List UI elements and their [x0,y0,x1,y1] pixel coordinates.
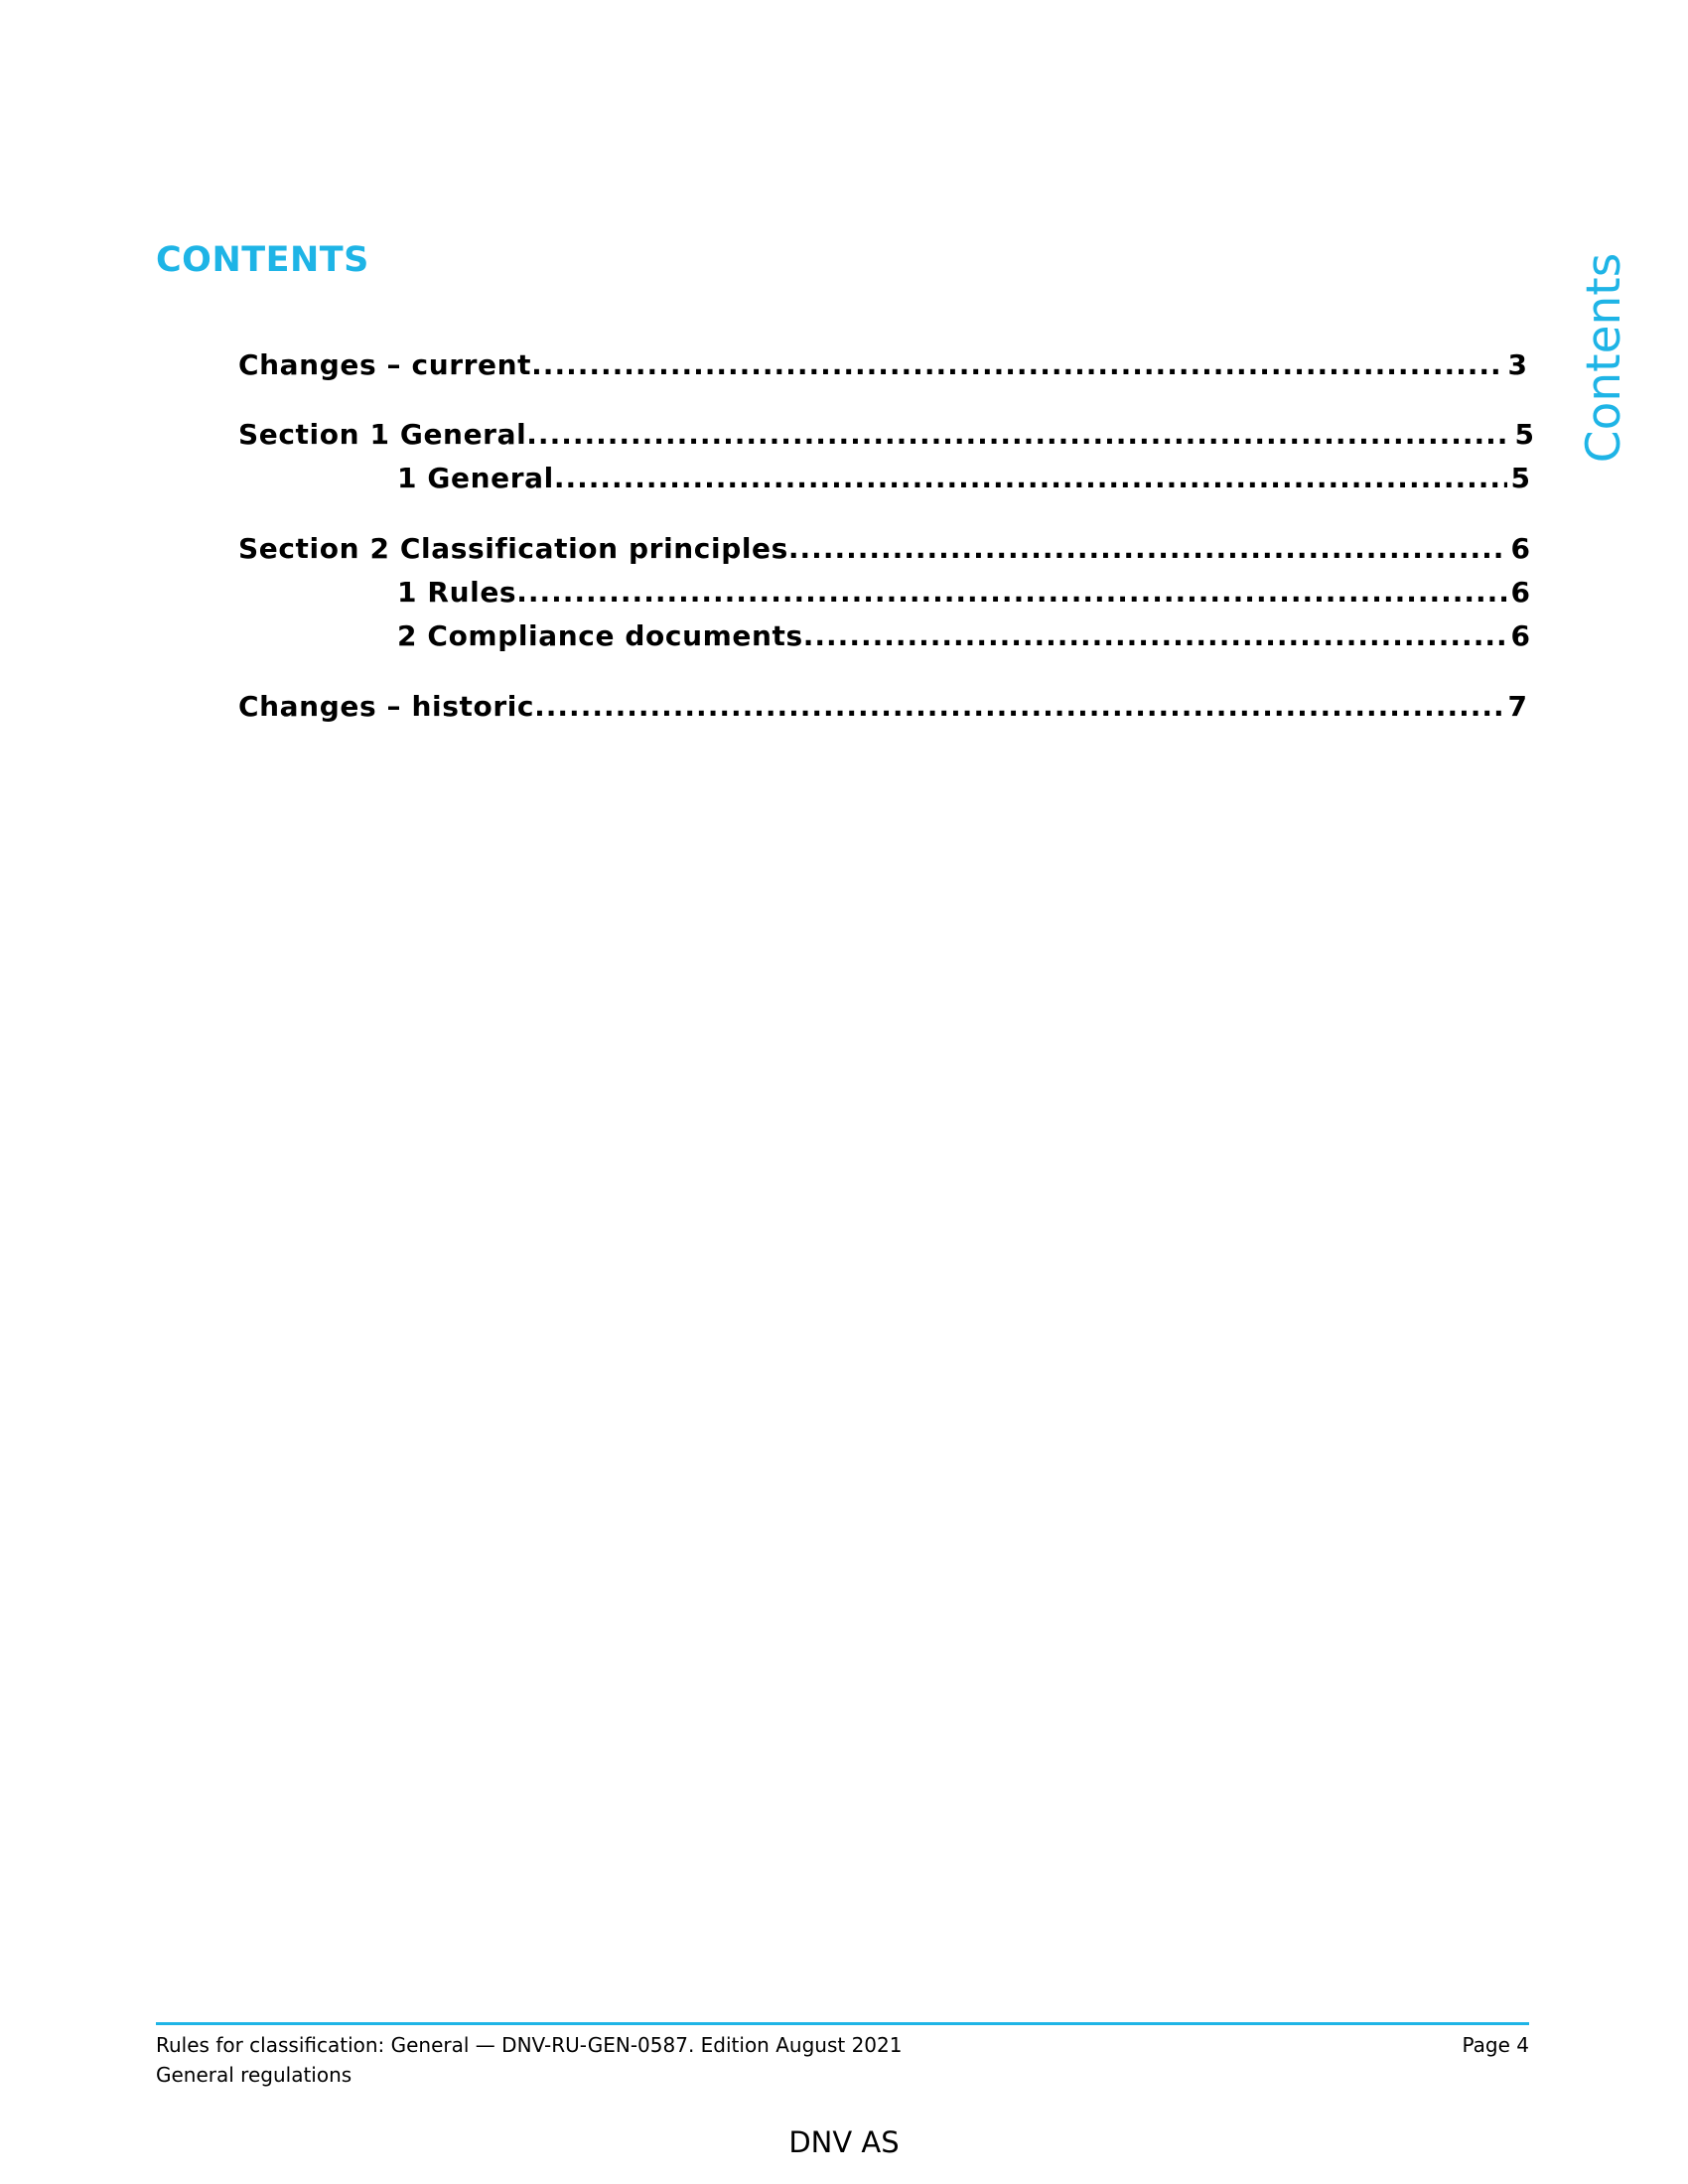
toc-entry-page: 6 [1510,619,1530,652]
toc-entry-label: 1 General [397,462,554,494]
toc-entry-page: 3 [1507,348,1527,381]
toc-leader-dots [788,531,1507,567]
toc-leader-dots [554,461,1507,496]
footer-divider [156,2022,1529,2025]
toc-entry-page: 5 [1514,418,1534,451]
toc-leader-dots [526,417,1510,453]
company-name: DNV AS [788,2125,900,2159]
toc-entry-section-2[interactable] [238,531,1530,567]
toc-entry-changes-current[interactable] [238,347,1527,383]
toc-leader-dots [803,618,1507,654]
side-tab-contents [1577,252,1632,463]
toc-leader-dots [531,347,1503,383]
toc-entry-label: 1 Rules [397,576,517,609]
toc-entry-label: 2 Compliance documents [397,619,803,652]
contents-heading: CONTENTS [156,240,369,280]
toc-entry-page: 6 [1510,532,1530,565]
toc-entry-page: 6 [1510,576,1530,609]
footer-document-title: Rules for classification: General — DNV-RU-GEN-0587. Edition August 2021 [156,2033,903,2057]
footer-page-number: Page 4 [1462,2033,1529,2057]
toc-entry-section-1[interactable] [238,417,1534,453]
footer-subtitle: General regulations [156,2063,352,2087]
toc-entry-changes-historic[interactable] [238,689,1527,725]
toc-entry-label: Section 2 Classification principles [238,532,788,565]
toc-entry-label: Changes – current [238,348,532,381]
toc-entry-section-2-compliance[interactable] [397,618,1530,654]
toc-entry-section-2-rules[interactable] [397,575,1530,611]
toc-entry-label: Changes – historic [238,690,535,723]
toc-entry-section-1-general[interactable] [397,461,1530,496]
toc-leader-dots [516,575,1506,611]
toc-entry-page: 5 [1510,462,1530,494]
side-tab-label: Contents [1577,252,1632,463]
toc-leader-dots [534,689,1503,725]
toc-entry-label: Section 1 General [238,418,527,451]
toc-entry-page: 7 [1507,690,1527,723]
